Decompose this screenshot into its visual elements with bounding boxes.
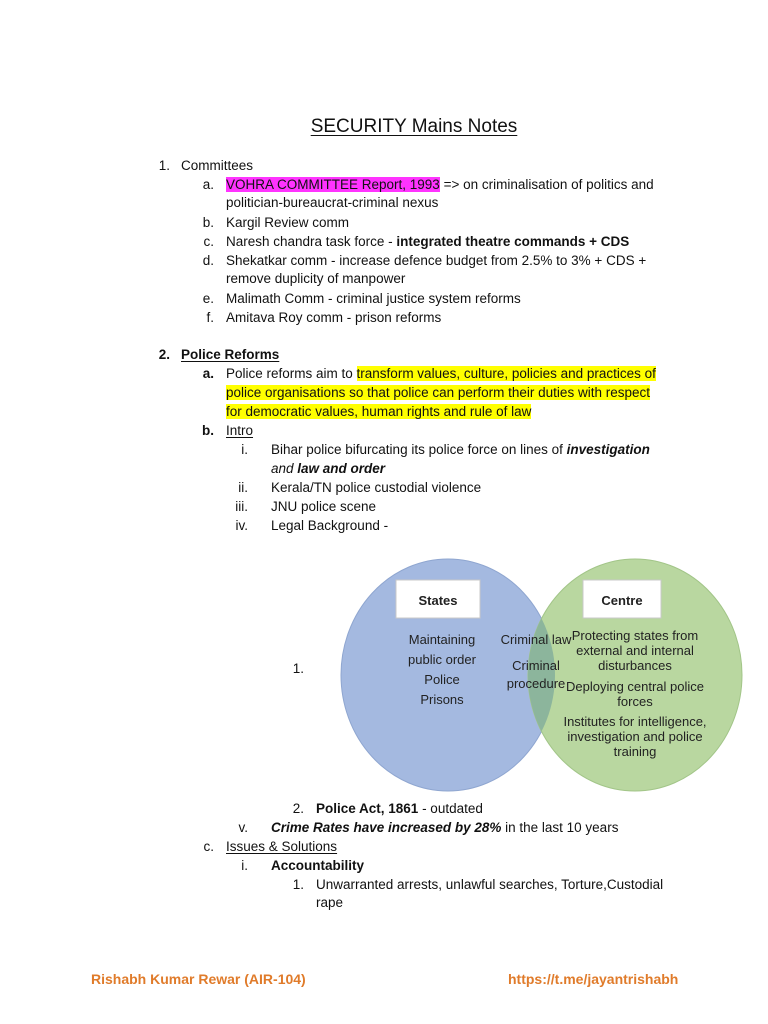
overlap-item: procedure [506,676,566,691]
states-item: Maintaining [408,632,476,647]
subheading-accountability: Accountability [271,858,365,873]
list-marker: iii. [235,499,248,514]
list-marker: 1. [292,877,304,892]
list-item-malimath: Malimath Comm - criminal justice system reforms [226,291,521,306]
list-marker: a. [202,366,214,381]
intro-item-legal: Legal Background - [271,518,389,533]
states-item: public order [408,652,476,667]
list-marker: a. [202,177,214,192]
overlap-item: Criminal law [500,632,572,647]
subheading-intro: Intro [226,423,254,438]
footer-author: Rishabh Kumar Rewar (AIR-104) [91,971,306,987]
centre-title: Centre [601,593,643,608]
police-reforms-definition-line3: for democratic values, human rights and rule of law [226,404,532,419]
list-item-kargil: Kargil Review comm [226,215,350,230]
states-item: Police [424,672,460,687]
centre-item: disturbances [598,658,672,673]
list-marker: c. [203,234,214,249]
list-item-shekatkar: Shekatkar comm - increase defence budget from 2.5% to 3% + CDS + [226,253,647,268]
list-marker: b. [202,423,214,438]
page-title: SECURITY Mains Notes [310,116,518,137]
list-marker: e. [202,291,214,306]
list-marker: d. [202,253,214,268]
centre-item: investigation and police [567,729,703,744]
list-number: 2. [158,347,170,362]
list-marker: i. [241,442,248,457]
list-marker: ii. [238,480,248,495]
police-reforms-definition-line2: police organisations so that police can perform their duties with respect [226,385,650,400]
states-title: States [418,593,458,608]
centre-item: Deploying central police [565,679,705,694]
list-marker: v. [238,820,248,835]
list-marker: i. [241,858,248,873]
venn-diagram [340,558,744,794]
list-marker: c. [203,839,214,854]
intro-item-jnu: JNU police scene [271,499,377,514]
centre-item: external and internal [576,643,694,658]
list-number: 1. [158,158,170,173]
list-marker: f. [206,310,214,325]
section-heading-police-reforms: Police Reforms [181,347,280,362]
list-marker: iv. [235,518,248,533]
list-item-vohra: VOHRA COMMITTEE Report, 1993 => on criminalisation of politics and [226,177,654,192]
accountability-item-continuation: rape [316,895,344,910]
intro-item-crime-rates: Crime Rates have increased by 28% in the last 10 years [271,820,619,835]
highlight-text: VOHRA COMMITTEE Report, 1993 [226,177,440,192]
list-item-naresh: Naresh chandra task force - integrated theatre commands + CDS [226,234,630,249]
accountability-item: Unwarranted arrests, unlawful searches, Torture,Custodial [316,877,664,892]
states-item: Prisons [420,692,464,707]
police-reforms-definition: Police reforms aim to transform values, culture, policies and practices of [226,366,656,381]
section-heading-committees: Committees [181,158,254,173]
centre-item: Institutes for intelligence, [563,714,707,729]
list-marker: 1. [292,661,304,676]
list-marker: b. [202,215,214,230]
centre-item: forces [617,694,653,709]
overlap-item: Criminal [512,658,560,673]
list-item-continuation: politician-bureaucrat-criminal nexus [226,195,439,210]
police-act-item: Police Act, 1861 - outdated [316,801,483,816]
centre-item: training [613,744,657,759]
subheading-issues-solutions: Issues & Solutions [226,839,338,854]
intro-item-kerala: Kerala/TN police custodial violence [271,480,482,495]
list-item-amitava: Amitava Roy comm - prison reforms [226,310,442,325]
footer-link[interactable]: https://t.me/jayantrishabh [508,971,679,987]
intro-item-bihar-line2: and law and order [271,461,386,476]
centre-item: Protecting states from [571,628,699,643]
list-marker: 2. [292,801,304,816]
intro-item-bihar: Bihar police bifurcating its police force on lines of investigation [271,442,650,457]
list-item-continuation: remove duplicity of manpower [226,271,406,286]
